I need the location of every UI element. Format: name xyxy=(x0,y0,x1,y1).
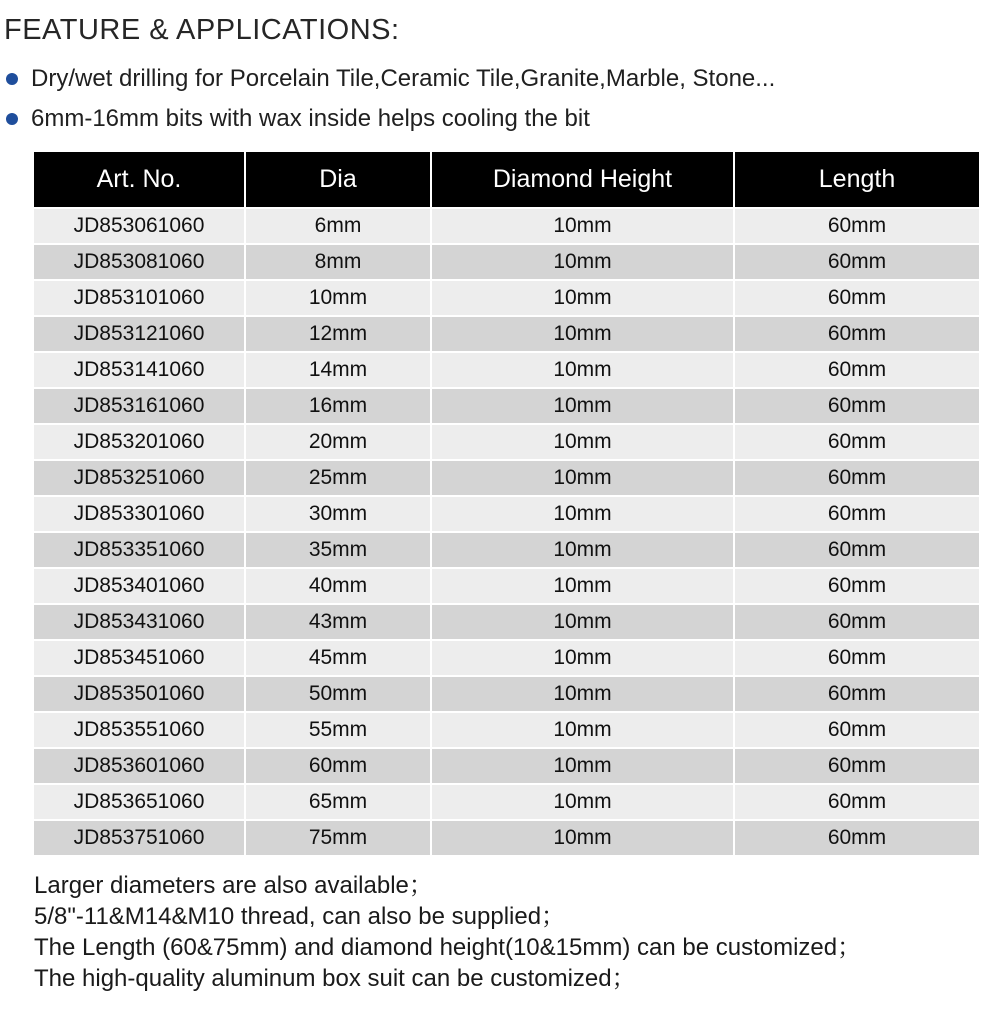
table-row xyxy=(34,676,979,712)
cell-length: 60mm xyxy=(734,532,979,568)
cell-length: 60mm xyxy=(734,748,979,784)
cell-art-no: JD853551060 xyxy=(34,712,245,748)
cell-diamond-height: 10mm xyxy=(431,568,734,604)
table-row xyxy=(34,388,979,424)
bullet-icon xyxy=(6,113,18,125)
cell-art-no: JD853451060 xyxy=(34,640,245,676)
cell-diamond-height: 10mm xyxy=(431,244,734,280)
table-row xyxy=(34,496,979,532)
cell-art-no: JD853121060 xyxy=(34,316,245,352)
cell-length: 60mm xyxy=(734,784,979,820)
cell-art-no: JD853431060 xyxy=(34,604,245,640)
cell-diamond-height: 10mm xyxy=(431,388,734,424)
cell-diamond-height: 10mm xyxy=(431,460,734,496)
feature-item xyxy=(4,62,775,102)
table-body xyxy=(34,208,979,855)
table-row xyxy=(34,568,979,604)
spec-table-container xyxy=(34,152,979,855)
cell-diamond-height: 10mm xyxy=(431,352,734,388)
cell-art-no: JD853161060 xyxy=(34,388,245,424)
bullet-icon xyxy=(6,73,18,85)
cell-length: 60mm xyxy=(734,460,979,496)
cell-diamond-height: 10mm xyxy=(431,316,734,352)
feature-list xyxy=(4,62,775,142)
column-header-length: Length xyxy=(734,152,979,208)
cell-art-no: JD853601060 xyxy=(34,748,245,784)
cell-diamond-height: 10mm xyxy=(431,424,734,460)
table-row xyxy=(34,640,979,676)
cell-diamond-height: 10mm xyxy=(431,748,734,784)
cell-dia: 20mm xyxy=(245,424,431,460)
cell-diamond-height: 10mm xyxy=(431,712,734,748)
table-row xyxy=(34,748,979,784)
table-header-row xyxy=(34,152,979,208)
cell-length: 60mm xyxy=(734,604,979,640)
cell-dia: 65mm xyxy=(245,784,431,820)
table-row xyxy=(34,208,979,244)
cell-art-no: JD853751060 xyxy=(34,820,245,855)
cell-dia: 30mm xyxy=(245,496,431,532)
cell-diamond-height: 10mm xyxy=(431,784,734,820)
cell-dia: 75mm xyxy=(245,820,431,855)
cell-length: 60mm xyxy=(734,208,979,244)
cell-length: 60mm xyxy=(734,424,979,460)
cell-diamond-height: 10mm xyxy=(431,208,734,244)
cell-length: 60mm xyxy=(734,352,979,388)
table-row xyxy=(34,712,979,748)
note-item: The Length (60&75mm) and diamond height(10&15mm) can be customized； xyxy=(34,934,862,961)
table-row xyxy=(34,784,979,820)
cell-dia: 6mm xyxy=(245,208,431,244)
cell-art-no: JD853061060 xyxy=(34,208,245,244)
cell-length: 60mm xyxy=(734,820,979,855)
column-header-art-no: Art. No. xyxy=(34,152,245,208)
table-row xyxy=(34,460,979,496)
cell-dia: 60mm xyxy=(245,748,431,784)
cell-diamond-height: 10mm xyxy=(431,532,734,568)
cell-diamond-height: 10mm xyxy=(431,676,734,712)
cell-diamond-height: 10mm xyxy=(431,640,734,676)
table-row xyxy=(34,424,979,460)
cell-art-no: JD853501060 xyxy=(34,676,245,712)
table-row xyxy=(34,352,979,388)
column-header-diamond-height: Diamond Height xyxy=(431,152,734,208)
cell-art-no: JD853301060 xyxy=(34,496,245,532)
cell-length: 60mm xyxy=(734,568,979,604)
cell-dia: 35mm xyxy=(245,532,431,568)
cell-length: 60mm xyxy=(734,388,979,424)
cell-diamond-height: 10mm xyxy=(431,604,734,640)
cell-dia: 12mm xyxy=(245,316,431,352)
note-item: 5/8"-11&M14&M10 thread, can also be supplied； xyxy=(34,903,566,930)
cell-length: 60mm xyxy=(734,496,979,532)
cell-dia: 25mm xyxy=(245,460,431,496)
feature-text: Dry/wet drilling for Porcelain Tile,Ceramic Tile,Granite,Marble, Stone... xyxy=(31,65,776,92)
cell-length: 60mm xyxy=(734,316,979,352)
cell-diamond-height: 10mm xyxy=(431,496,734,532)
cell-dia: 40mm xyxy=(245,568,431,604)
cell-dia: 8mm xyxy=(245,244,431,280)
note-item: Larger diameters are also available； xyxy=(34,872,433,899)
notes-list xyxy=(34,870,861,994)
cell-diamond-height: 10mm xyxy=(431,280,734,316)
column-header-dia: Dia xyxy=(245,152,431,208)
cell-diamond-height: 10mm xyxy=(431,820,734,855)
note-item: The high-quality aluminum box suit can be customized； xyxy=(34,965,636,992)
table-row xyxy=(34,820,979,855)
cell-dia: 10mm xyxy=(245,280,431,316)
feature-item xyxy=(4,102,775,142)
cell-dia: 43mm xyxy=(245,604,431,640)
cell-length: 60mm xyxy=(734,244,979,280)
cell-art-no: JD853651060 xyxy=(34,784,245,820)
cell-art-no: JD853141060 xyxy=(34,352,245,388)
spec-table xyxy=(34,152,979,855)
cell-art-no: JD853251060 xyxy=(34,460,245,496)
cell-dia: 55mm xyxy=(245,712,431,748)
feature-text: 6mm-16mm bits with wax inside helps cooling the bit xyxy=(31,105,590,132)
cell-dia: 50mm xyxy=(245,676,431,712)
table-row xyxy=(34,280,979,316)
cell-length: 60mm xyxy=(734,712,979,748)
cell-dia: 45mm xyxy=(245,640,431,676)
cell-art-no: JD853401060 xyxy=(34,568,245,604)
cell-dia: 14mm xyxy=(245,352,431,388)
table-row xyxy=(34,316,979,352)
cell-length: 60mm xyxy=(734,280,979,316)
page-title: FEATURE & APPLICATIONS: xyxy=(4,14,400,46)
cell-length: 60mm xyxy=(734,676,979,712)
cell-art-no: JD853081060 xyxy=(34,244,245,280)
cell-art-no: JD853101060 xyxy=(34,280,245,316)
cell-art-no: JD853351060 xyxy=(34,532,245,568)
cell-length: 60mm xyxy=(734,640,979,676)
table-row xyxy=(34,532,979,568)
table-row xyxy=(34,244,979,280)
table-row xyxy=(34,604,979,640)
cell-dia: 16mm xyxy=(245,388,431,424)
cell-art-no: JD853201060 xyxy=(34,424,245,460)
